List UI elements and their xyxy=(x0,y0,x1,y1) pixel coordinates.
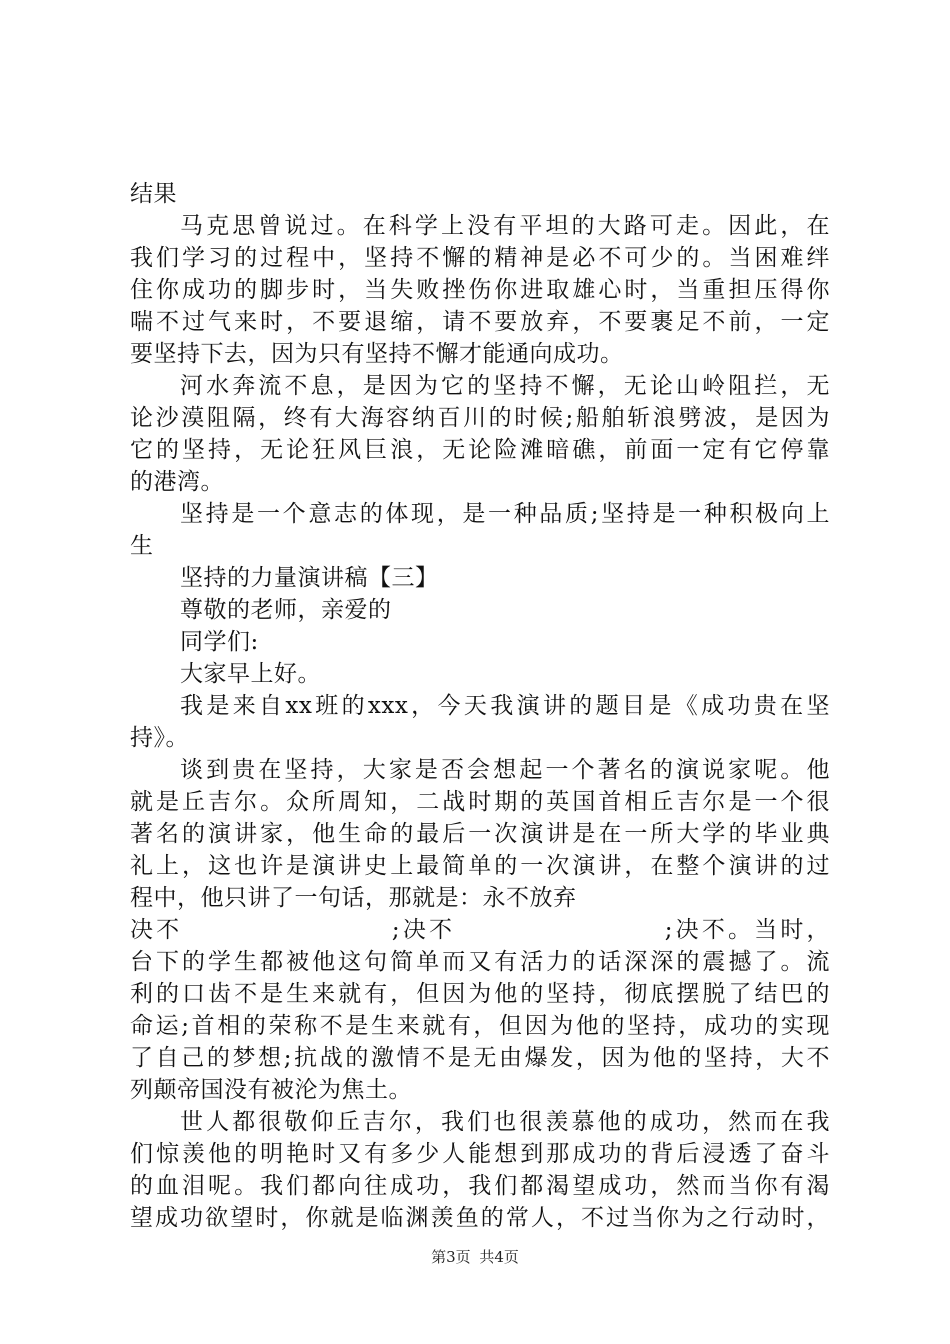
text-line: 列颠帝国没有被沦为焦土。 xyxy=(130,1077,412,1103)
text-line: 它的坚持，无论狂风巨浪，无论险滩暗礁，前面一定有它停靠 xyxy=(130,437,830,463)
text-line: 要坚持下去，因为只有坚持不懈才能通向成功。 xyxy=(130,341,624,367)
text-line: 命运;首相的荣称不是生来就有，但因为他的坚持，成功的实现 xyxy=(130,1013,830,1039)
text-line: 程中，他只讲了一句话，那就是：永不放弃 xyxy=(130,885,577,911)
text-line: 持》。 xyxy=(130,725,189,751)
section-heading: 坚持的力量演讲稿【三】 xyxy=(180,565,439,591)
text-line: 礼上，这也许是演讲史上最简单的一次演讲，在整个演讲的过 xyxy=(130,853,830,879)
page-total: 共4页 xyxy=(479,1248,519,1266)
text-line: 尊敬的老师，亲爱的 xyxy=(180,597,392,623)
text-line: 们惊羡他的明艳时又有多少人能想到那成功的背后浸透了奋斗 xyxy=(130,1141,830,1167)
text-line: 决不 ;决不 ;决不。当时， xyxy=(130,917,830,943)
text-line: 我是来自xx班的xxx，今天我演讲的题目是《成功贵在坚 xyxy=(180,693,830,719)
text-line: 著名的演讲家，他生命的最后一次演讲是在一所大学的毕业典 xyxy=(130,821,830,847)
text-line: 马克思曾说过。在科学上没有平坦的大路可走。因此，在 xyxy=(180,213,830,239)
text-line: 的港湾。 xyxy=(130,469,224,495)
text-line: 台下的学生都被他这句简单而又有活力的话深深的震撼了。流 xyxy=(130,949,830,975)
text-line: 的血泪呢。我们都向往成功，我们都渴望成功，然而当你有渴 xyxy=(130,1173,830,1199)
page-number: 第3页 xyxy=(431,1248,471,1266)
text-line: 望成功欲望时，你就是临渊羡鱼的常人，不过当你为之行动时， xyxy=(130,1205,830,1231)
text-line: 世人都很敬仰丘吉尔，我们也很羡慕他的成功，然而在我 xyxy=(180,1109,830,1135)
text-line: 论沙漠阻隔，终有大海容纳百川的时候;船舶斩浪劈波，是因为 xyxy=(130,405,830,431)
text-line: 就是丘吉尔。众所周知，二战时期的英国首相丘吉尔是一个很 xyxy=(130,789,830,815)
text-line: 住你成功的脚步时，当失败挫伤你进取雄心时，当重担压得你 xyxy=(130,277,830,303)
text-line: 利的口齿不是生来就有，但因为他的坚持，彻底摆脱了结巴的 xyxy=(130,981,830,1007)
text-line: 生 xyxy=(130,533,154,559)
text-line: 结果 xyxy=(130,181,177,207)
text-line: 坚持是一个意志的体现，是一种品质;坚持是一种积极向上 xyxy=(180,501,830,527)
page-footer xyxy=(0,1246,950,1267)
text-line: 喘不过气来时，不要退缩，请不要放弃，不要裹足不前，一定 xyxy=(130,309,830,335)
text-line: 谈到贵在坚持，大家是否会想起一个著名的演说家呢。他 xyxy=(180,757,830,783)
text-line: 同学们: xyxy=(180,629,259,655)
text-line: 我们学习的过程中，坚持不懈的精神是必不可少的。当困难绊 xyxy=(130,245,830,271)
text-line: 河水奔流不息，是因为它的坚持不懈，无论山岭阻拦，无 xyxy=(180,373,830,399)
text-line: 大家早上好。 xyxy=(180,661,321,687)
text-line: 了自己的梦想;抗战的激情不是无由爆发，因为他的坚持，大不 xyxy=(130,1045,830,1071)
